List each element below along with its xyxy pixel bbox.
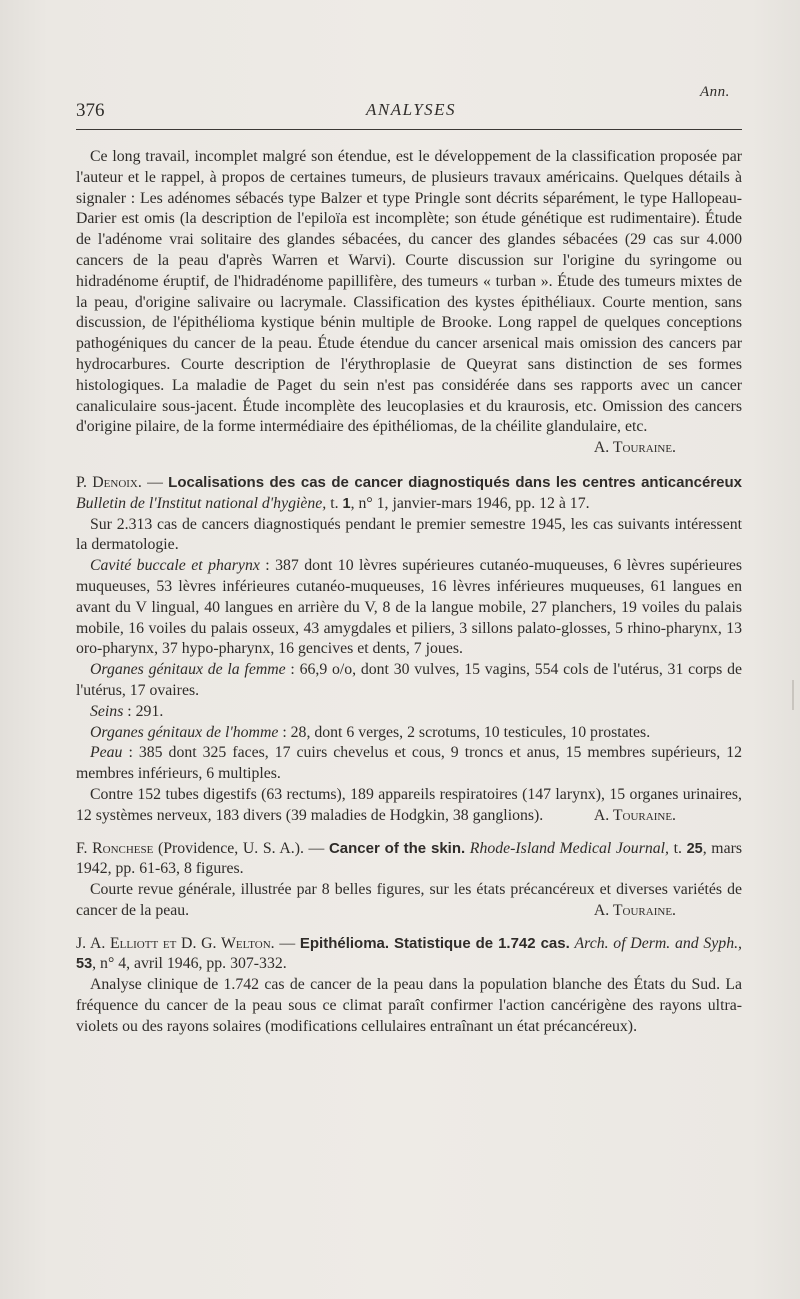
header-rule xyxy=(76,129,742,130)
summary-paragraph xyxy=(76,880,742,922)
reference-affiliation: (Providence, U. S. A.). xyxy=(153,839,304,857)
reference-journal: Arch. of Derm. and Syph., xyxy=(574,934,742,952)
running-header xyxy=(76,100,742,128)
reference-citation: , n° 1, janvier-mars 1946, pp. 12 à 17. xyxy=(350,494,590,512)
summary-paragraph: Sur 2.313 cas de cancers diagnostiqués pendant le premier semestre 1945, les cas suivants intéressent la dermatologie. xyxy=(76,515,742,554)
reference-title: Localisations des cas de cancer diagnostiqués dans les centres anticancéreux xyxy=(168,473,742,491)
reference-citation: , n° 4, avril 1946, pp. 307-332. xyxy=(92,955,287,973)
reference-volume: 25 xyxy=(686,840,703,857)
page-number: 376 xyxy=(76,100,105,121)
item-label: Organes génitaux de la femme xyxy=(90,661,286,679)
reference-volume: 53 xyxy=(76,956,93,973)
reference-entry xyxy=(76,934,742,976)
signature: A. Touraine. xyxy=(593,806,676,824)
item-label: Cavité buccale et pharynx xyxy=(90,557,260,575)
dash-separator: — xyxy=(303,839,329,857)
reference-journal: Bulletin de l'Institut national d'hygiène, xyxy=(76,494,327,512)
reference-citation-prefix: t. xyxy=(326,494,343,512)
reference-title: Cancer of the skin. xyxy=(328,839,466,857)
dash-separator: — xyxy=(141,473,169,491)
list-item xyxy=(76,723,742,744)
item-text: : 385 dont 325 faces, 17 cuirs chevelus et cous, 9 troncs et anus, 15 membres supérieurs, 12 membres inférieurs, 6 multiples. xyxy=(76,744,742,783)
item-text: : 291. xyxy=(123,702,164,720)
signature: A. Touraine. xyxy=(593,439,676,457)
review-paragraph xyxy=(76,147,742,459)
scan-edge-mark xyxy=(792,680,794,710)
corner-annotation: Ann. xyxy=(700,84,730,100)
reference-volume: 1 xyxy=(342,495,351,512)
list-item xyxy=(76,702,742,723)
list-item xyxy=(76,660,742,702)
reference-authors: F. Ronchese xyxy=(76,839,154,857)
article-body xyxy=(76,147,742,1038)
item-label: Peau xyxy=(90,744,123,762)
closing-paragraph xyxy=(76,785,742,827)
signature: A. Touraine. xyxy=(593,901,676,919)
item-text: : 387 dont 10 lèvres supérieures cutanéo-muqueuses, 6 lèvres supérieures muqueuses, 53 lèvres inférieures cutanéo-muqueuses, 16 lèvres inférieures muqueuses, 61 langues en avant du V lingual, 40 langues en arrière du V, 8 de la langue mobile, 27 planchers, 19 voiles du palais mobile, 16 voiles du palais osseux, 43 amygdales et piliers, 3 sillons palato-glosses, 5 rhino-pharynx, 13 oro-pharynx, 37 hypo-pharynx, 16 gencives et dents, 7 joues. xyxy=(76,557,742,658)
reference-entry xyxy=(76,839,742,881)
item-label: Organes génitaux de l'homme xyxy=(90,723,279,741)
reference-title: Epithélioma. Statistique de 1.742 cas. xyxy=(299,934,570,952)
list-item xyxy=(76,743,742,785)
dash-separator: — xyxy=(274,934,300,952)
review-text: Ce long travail, incomplet malgré son étendue, est le développement de la classification proposée par l'auteur et le rappel, à propos de certaines tumeurs, de plusieurs travaux américains. Quelques détails à signaler : Les adénomes sébacés type Balzer et type Pringle sont décrits séparément, le type Hallopeau-Darier est omis (la description de l'epiloïa est incomplète; son étude génétique est rudimentaire). Étude de l'adénome vrai solitaire des glandes sébacées, du cancer des glandes sébacées (29 cas sur 4.000 cancers de la peau d'après Warren et Warvi). Courte discussion sur l'origine du syringome ou hidradénome éruptif, de l'hidradénome papillifère, des tumeurs « turban ». Étude des tumeurs mixtes de la peau, d'origine salivaire ou lacrymale. Classification des kystes épithéliaux. Courte mention, sans discussion, de l'épithélioma kystique bénin multiple de Brooke. Long rappel de quelques conceptions pathogéniques du cancer de la peau. Étude étendue du cancer arsenical mais omission des cancers par hydrocarbures. Courte description de l'érythroplasie de Queyrat sans distinction de ses formes histologiques. La maladie de Paget du sein n'est pas considérée dans ses rapports avec un cancer canaliculaire sous-jacent. Étude incomplète des leucoplasies et du kraurosis, etc. Omission des cancers d'origine pilaire, de la forme intermédiaire des épithéliomas, de la chéilite glandulaire, etc. xyxy=(76,148,742,436)
reference-authors: J. A. Elliott et D. G. Welton. xyxy=(76,934,275,952)
reference-journal: Rhode-Island Medical Journal, xyxy=(469,839,669,857)
summary-paragraph: Analyse clinique de 1.742 cas de cancer de la peau dans la population blanche des États du Sud. La fréquence du cancer de la peau sous ce climat paraît confirmer l'action cancérigène des rayons ultra-violets ou des rayons solaires (modifications cellulaires entraînant un état précancéreux). xyxy=(76,976,742,1035)
reference-citation: , mars 1942, pp. 61-63, 8 figures. xyxy=(76,839,743,878)
list-item xyxy=(76,556,742,660)
reference-authors: P. Denoix. xyxy=(76,473,142,491)
section-title: ANALYSES xyxy=(366,100,457,119)
item-text: : 66,9 o/o, dont 30 vulves, 15 vagins, 554 cols de l'utérus, 31 corps de l'utérus, 17 ovaires. xyxy=(76,661,742,699)
reference-citation-prefix: t. xyxy=(669,839,687,857)
reference-entry xyxy=(76,473,742,515)
summary-text: Courte revue générale, illustrée par 8 belles figures, sur les états précancéreux et diverses variétés de cancer de la peau. xyxy=(76,881,742,919)
closing-text: Contre 152 tubes digestifs (63 rectums), 189 appareils respiratoires (147 larynx), 15 organes urinaires, 12 systèmes nerveux, 183 divers (39 maladies de Hodgkin, 38 ganglions). xyxy=(76,785,742,824)
item-text: : 28, dont 6 verges, 2 scrotums, 10 testicules, 10 prostates. xyxy=(278,723,651,741)
item-label: Seins xyxy=(90,702,124,720)
